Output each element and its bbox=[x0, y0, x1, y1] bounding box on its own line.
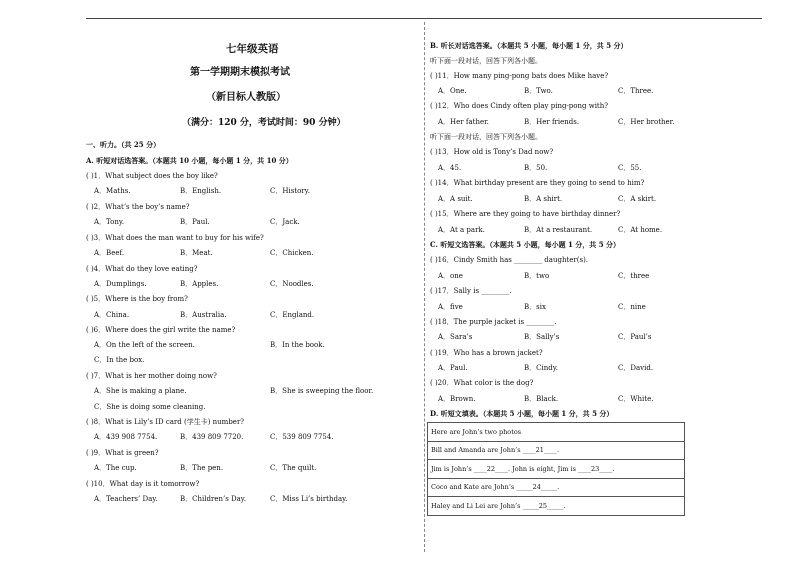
blank-24[interactable]: _____24_____ bbox=[516, 483, 558, 492]
option-11c: C．Three. bbox=[618, 87, 654, 95]
option-16a: A．one bbox=[438, 272, 463, 280]
option-9b: B．The pen. bbox=[180, 464, 224, 472]
blank-23[interactable]: ____23____ bbox=[578, 464, 613, 473]
option-5c: C．England. bbox=[270, 311, 315, 319]
exam-edition: （新目标人教版） bbox=[206, 92, 286, 103]
option-6b: B．In the book. bbox=[270, 341, 325, 349]
question-10: ( )10．What day is it tomorrow? bbox=[86, 480, 200, 488]
table-cell bbox=[428, 423, 685, 442]
option-8c: C．539 809 7754. bbox=[270, 433, 334, 441]
option-18c: C．Paul’s bbox=[618, 333, 652, 341]
option-12a: A．Her father. bbox=[438, 118, 489, 126]
instruction-2: 听下面一段对话，回答下列各小题。 bbox=[430, 133, 542, 141]
option-7a: A．She is making a plane. bbox=[94, 387, 187, 395]
option-15b: B．At a restaurant. bbox=[524, 226, 593, 234]
table-row bbox=[428, 478, 685, 497]
question-7: ( )7．What is her mother doing now? bbox=[86, 372, 217, 380]
question-11: ( )11．How many ping-pong bats does Mike have? bbox=[430, 72, 609, 80]
table-cell bbox=[428, 460, 685, 479]
question-5: ( )5．Where is the boy from? bbox=[86, 295, 188, 303]
question-19: ( )19．Who has a brown jacket? bbox=[430, 349, 543, 357]
option-11b: B．Two. bbox=[524, 87, 553, 95]
option-1c: C．History. bbox=[270, 187, 310, 195]
row-text: Here are John’s two photos bbox=[431, 427, 522, 436]
option-8b: B．439 809 7720. bbox=[180, 433, 244, 441]
option-4a: A．Dumplings. bbox=[94, 280, 147, 288]
blank-25[interactable]: _____25_____ bbox=[522, 501, 564, 510]
fill-in-table bbox=[427, 422, 685, 516]
row-text: Haley and Li Lei are John’s bbox=[431, 501, 523, 510]
option-12c: C．Her brother. bbox=[618, 118, 675, 126]
table-cell bbox=[428, 497, 685, 516]
option-17b: B．six bbox=[524, 303, 546, 311]
option-6c: C．In the box. bbox=[94, 356, 145, 364]
option-4b: B．Apples. bbox=[180, 280, 219, 288]
option-7c: C．She is doing some cleaning. bbox=[94, 403, 206, 411]
option-20b: B．Black. bbox=[524, 395, 559, 403]
option-5a: A．China. bbox=[94, 311, 130, 319]
option-2b: B．Paul. bbox=[180, 218, 210, 226]
table-cell bbox=[428, 441, 685, 460]
row-text: . bbox=[612, 464, 615, 473]
option-13c: C．55. bbox=[618, 164, 642, 172]
option-19c: C．David. bbox=[618, 364, 654, 372]
table-row bbox=[428, 441, 685, 460]
question-12: ( )12．Who does Cindy often play ping-pong with? bbox=[430, 102, 609, 110]
question-3: ( )3．What does the man want to buy for his wife? bbox=[86, 234, 264, 242]
option-9c: C．The quilt. bbox=[270, 464, 317, 472]
row-text: Bill and Amanda are John’s bbox=[431, 446, 523, 455]
option-5b: B．Australia. bbox=[180, 311, 227, 319]
option-18a: A．Sara’s bbox=[438, 333, 473, 341]
option-1a: A．Maths. bbox=[94, 187, 131, 195]
exam-subtitle: 第一学期期末模拟考试 bbox=[190, 67, 290, 78]
blank-22[interactable]: ____22____ bbox=[473, 464, 509, 473]
part-c-heading: C. 听短文选答案。（本题共 5 小题，每小题 1 分，共 5 分） bbox=[430, 240, 621, 249]
question-17: ( )17．Sally is ________. bbox=[430, 287, 512, 295]
exam-title: 七年级英语 bbox=[226, 43, 279, 55]
option-14b: B．A shirt. bbox=[524, 195, 563, 203]
row-text: Coco and Kate are John’s bbox=[431, 483, 517, 492]
option-3a: A．Beef. bbox=[94, 249, 125, 257]
option-16b: B．two bbox=[524, 272, 550, 280]
question-16: ( )16．Cindy Smith has ________ daughter(s). bbox=[430, 256, 589, 264]
option-15c: C．At home. bbox=[618, 226, 663, 234]
option-11a: A．One. bbox=[438, 87, 467, 95]
option-9a: A．The cup. bbox=[94, 464, 137, 472]
question-4: ( )4．What do they love eating? bbox=[86, 265, 198, 273]
question-20: ( )20．What color is the dog? bbox=[430, 379, 534, 387]
question-18: ( )18．The purple jacket is ________. bbox=[430, 318, 557, 326]
part-b-heading: B. 听长对话选答案。（本题共 5 小题，每小题 1 分，共 5 分） bbox=[430, 41, 628, 50]
top-rule bbox=[86, 18, 762, 19]
option-14c: C．A skirt. bbox=[618, 195, 657, 203]
option-15a: A．At a park. bbox=[438, 226, 485, 234]
row-text: . John is eight, Jim is bbox=[508, 464, 579, 473]
option-8a: A．439 908 7754. bbox=[94, 433, 158, 441]
blank-21[interactable]: ____21____ bbox=[522, 446, 557, 455]
question-1: ( )1．What subject does the boy like? bbox=[86, 172, 218, 180]
option-18b: B．Sally’s bbox=[524, 333, 560, 341]
option-19a: A．Paul. bbox=[438, 364, 468, 372]
question-6: ( )6．Where does the girl write the name? bbox=[86, 326, 236, 334]
row-text: Jim is John’s bbox=[431, 464, 474, 473]
option-3b: B．Meat. bbox=[180, 249, 213, 257]
option-10b: B．Children’s Day. bbox=[180, 495, 247, 503]
option-6a: A．On the left of the screen. bbox=[94, 341, 195, 349]
option-20c: C．White. bbox=[618, 395, 654, 403]
option-13a: A．45. bbox=[438, 164, 462, 172]
option-3c: C．Chicken. bbox=[270, 249, 314, 257]
option-2a: A．Tony. bbox=[94, 218, 125, 226]
instruction-1: 听下面一段对话，回答下列各小题。 bbox=[430, 57, 542, 65]
option-10c: C．Miss Li’s birthday. bbox=[270, 495, 348, 503]
section-heading: 一、听力。（共 25 分） bbox=[86, 140, 161, 149]
option-17c: C．nine bbox=[618, 303, 646, 311]
option-14a: A．A suit. bbox=[438, 195, 473, 203]
option-20a: A．Brown. bbox=[438, 395, 476, 403]
question-2: ( )2．What’s the boy’s name? bbox=[86, 203, 190, 211]
row-text: . bbox=[556, 446, 560, 455]
option-1b: B．English. bbox=[180, 187, 222, 195]
table-cell bbox=[428, 478, 685, 497]
question-9: ( )9．What is green? bbox=[86, 449, 159, 457]
row-text: . bbox=[557, 483, 560, 492]
column-divider bbox=[424, 22, 425, 552]
question-14: ( )14．What birthday present are they going to send to him? bbox=[430, 179, 645, 187]
option-2c: C．Jack. bbox=[270, 218, 300, 226]
question-8: ( )8．What is Lily’s ID card (学生卡) number? bbox=[86, 418, 245, 426]
option-16c: C．three bbox=[618, 272, 650, 280]
row-text: . bbox=[563, 501, 566, 510]
question-13: ( )13．How old is Tony’s Dad now? bbox=[430, 148, 554, 156]
part-d-heading: D. 听短文填表。（本题共 5 小题，每小题 1 分，共 5 分） bbox=[430, 409, 614, 418]
table-row bbox=[428, 423, 685, 442]
option-10a: A．Teachers’ Day. bbox=[94, 495, 158, 503]
exam-info: （满分：120 分，考试时间：90 分钟） bbox=[182, 118, 346, 128]
option-17a: A．five bbox=[438, 303, 463, 311]
part-a-heading: A. 听短对话选答案。（本题共 10 小题，每小题 1 分，共 10 分） bbox=[86, 156, 293, 165]
table-row bbox=[428, 460, 685, 479]
table-row bbox=[428, 497, 685, 516]
question-15: ( )15．Where are they going to have birthday dinner? bbox=[430, 210, 621, 218]
option-7b: B．She is sweeping the floor. bbox=[270, 387, 374, 395]
option-4c: C．Noodles. bbox=[270, 280, 314, 288]
option-19b: B．Cindy. bbox=[524, 364, 558, 372]
option-13b: B．50. bbox=[524, 164, 548, 172]
option-12b: B．Her friends. bbox=[524, 118, 580, 126]
